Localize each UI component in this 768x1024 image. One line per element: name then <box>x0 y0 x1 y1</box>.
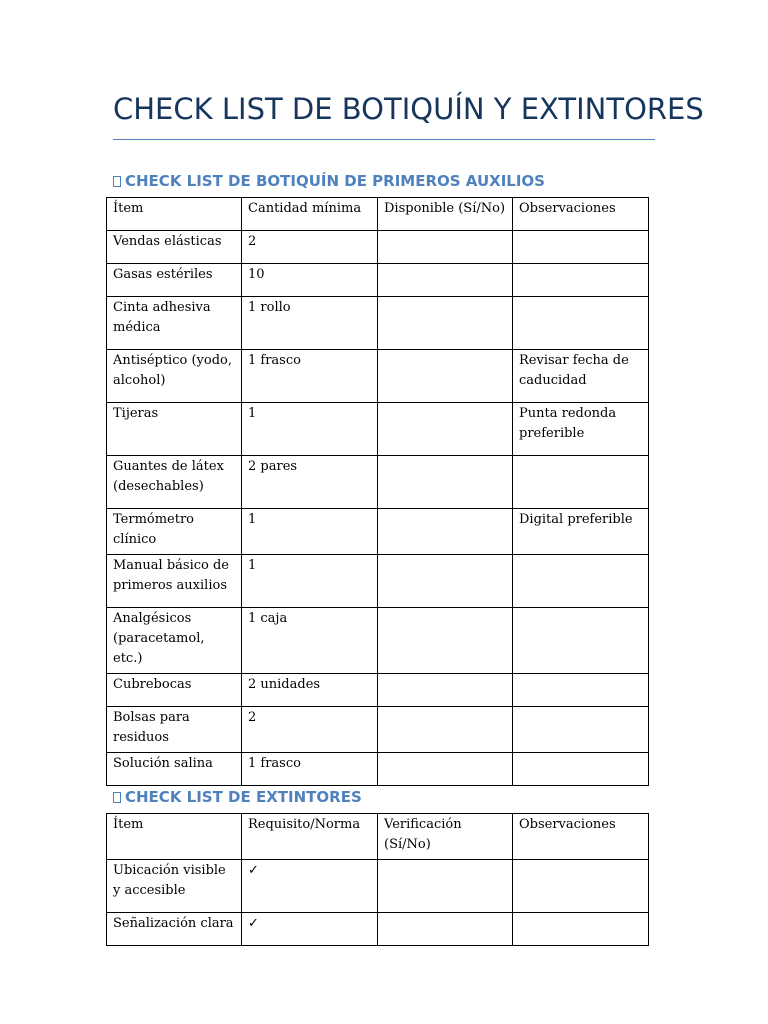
observations-cell <box>513 860 649 913</box>
table-row <box>107 913 649 946</box>
column-header: Ítem <box>107 198 242 231</box>
table-row <box>107 403 649 456</box>
table-row <box>107 860 649 913</box>
available-cell <box>378 297 513 350</box>
item-cell: Bolsas para residuos <box>107 707 242 753</box>
quantity-cell: 2 unidades <box>242 674 378 707</box>
available-cell <box>378 231 513 264</box>
column-header: Observaciones <box>513 814 649 860</box>
observations-cell: Punta redonda preferible <box>513 403 649 456</box>
table-header-row <box>107 198 649 231</box>
table-row <box>107 297 649 350</box>
observations-cell: Digital preferible <box>513 509 649 555</box>
item-cell: Señalización clara <box>107 913 242 946</box>
table-header-row <box>107 814 649 860</box>
quantity-cell: 10 <box>242 264 378 297</box>
item-cell: Antiséptico (yodo, alcohol) <box>107 350 242 403</box>
quantity-cell: 1 caja <box>242 608 378 674</box>
observations-cell <box>513 753 649 786</box>
botiquin-table <box>106 197 649 786</box>
missing-glyph-icon <box>113 792 121 803</box>
column-header: Observaciones <box>513 198 649 231</box>
table-row <box>107 456 649 509</box>
verification-cell <box>378 860 513 913</box>
table-row <box>107 707 649 753</box>
requirement-cell: ✓ <box>242 913 378 946</box>
column-header: Verificación (Sí/No) <box>378 814 513 860</box>
table-row <box>107 264 649 297</box>
table-row <box>107 509 649 555</box>
table-row <box>107 555 649 608</box>
available-cell <box>378 456 513 509</box>
quantity-cell: 1 <box>242 509 378 555</box>
item-cell: Solución salina <box>107 753 242 786</box>
quantity-cell: 2 <box>242 707 378 753</box>
title-underline <box>113 139 655 140</box>
extintores-heading-text: CHECK LIST DE EXTINTORES <box>125 788 362 806</box>
quantity-cell: 1 frasco <box>242 753 378 786</box>
available-cell <box>378 753 513 786</box>
quantity-cell: 2 pares <box>242 456 378 509</box>
requirement-cell: ✓ <box>242 860 378 913</box>
table-row <box>107 674 649 707</box>
column-header: Disponible (Sí/No) <box>378 198 513 231</box>
item-cell: Termómetro clínico <box>107 509 242 555</box>
quantity-cell: 2 <box>242 231 378 264</box>
observations-cell <box>513 555 649 608</box>
table-row <box>107 608 649 674</box>
available-cell <box>378 350 513 403</box>
item-cell: Cinta adhesiva médica <box>107 297 242 350</box>
column-header: Cantidad mínima <box>242 198 378 231</box>
item-cell: Analgésicos (paracetamol, etc.) <box>107 608 242 674</box>
table-row <box>107 350 649 403</box>
available-cell <box>378 403 513 456</box>
extintores-table <box>106 813 649 946</box>
available-cell <box>378 608 513 674</box>
available-cell <box>378 509 513 555</box>
available-cell <box>378 674 513 707</box>
quantity-cell: 1 frasco <box>242 350 378 403</box>
item-cell: Cubrebocas <box>107 674 242 707</box>
observations-cell <box>513 297 649 350</box>
available-cell <box>378 555 513 608</box>
observations-cell <box>513 707 649 753</box>
botiquin-heading <box>113 172 545 190</box>
observations-cell: Revisar fecha de caducidad <box>513 350 649 403</box>
botiquin-heading-text: CHECK LIST DE BOTIQUÍN DE PRIMEROS AUXILIOS <box>125 172 545 190</box>
observations-cell <box>513 264 649 297</box>
table-row <box>107 231 649 264</box>
document-title: CHECK LIST DE BOTIQUÍN Y EXTINTORES <box>113 92 704 126</box>
observations-cell <box>513 231 649 264</box>
quantity-cell: 1 <box>242 403 378 456</box>
observations-cell <box>513 456 649 509</box>
item-cell: Tijeras <box>107 403 242 456</box>
column-header: Ítem <box>107 814 242 860</box>
quantity-cell: 1 <box>242 555 378 608</box>
item-cell: Vendas elásticas <box>107 231 242 264</box>
item-cell: Manual básico de primeros auxilios <box>107 555 242 608</box>
verification-cell <box>378 913 513 946</box>
missing-glyph-icon <box>113 176 121 187</box>
quantity-cell: 1 rollo <box>242 297 378 350</box>
extintores-heading <box>113 788 362 806</box>
item-cell: Ubicación visible y accesible <box>107 860 242 913</box>
column-header: Requisito/Norma <box>242 814 378 860</box>
available-cell <box>378 707 513 753</box>
item-cell: Guantes de látex (desechables) <box>107 456 242 509</box>
observations-cell <box>513 674 649 707</box>
observations-cell <box>513 913 649 946</box>
table-row <box>107 753 649 786</box>
available-cell <box>378 264 513 297</box>
item-cell: Gasas estériles <box>107 264 242 297</box>
observations-cell <box>513 608 649 674</box>
